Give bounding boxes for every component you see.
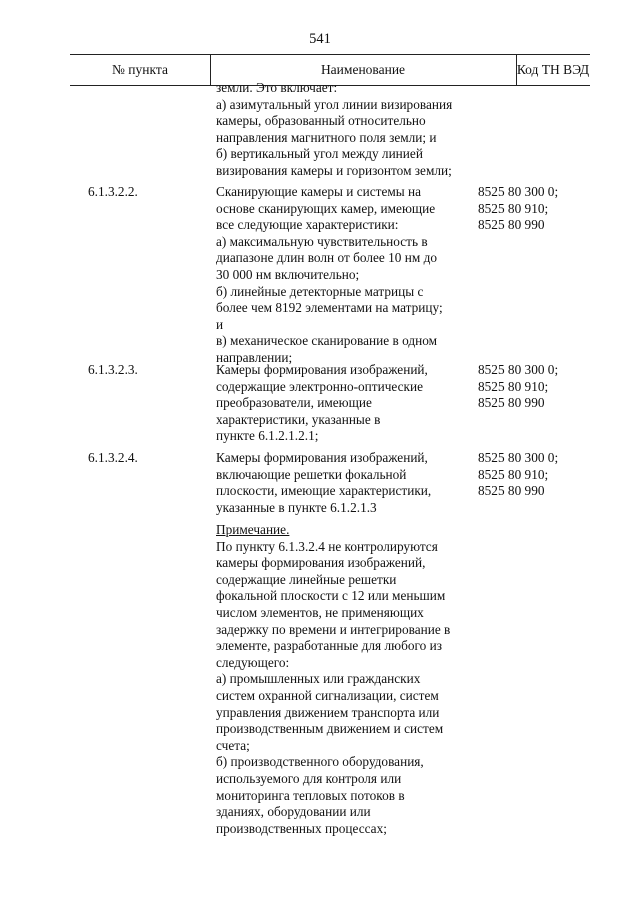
note-line: счета; — [216, 737, 250, 753]
page-number: 541 — [309, 31, 331, 47]
item-number: 6.1.3.2.3. — [88, 362, 138, 377]
text-line: Сканирующие камеры и системы на — [216, 184, 422, 199]
header-code: Код ТН ВЭД — [516, 62, 590, 77]
continuation-row — [0, 80, 640, 184]
text-line: характеристики, указанные в — [216, 411, 381, 427]
code-line: 8525 80 300 0; — [478, 362, 559, 377]
note-line: а) промышленных или гражданских — [216, 671, 421, 687]
code-line: 8525 80 300 0; — [478, 450, 559, 465]
item-number: 6.1.3.2.4. — [88, 450, 138, 465]
text-line: направлении; — [216, 349, 293, 365]
text-line: камеры, образованный относительно — [216, 113, 426, 129]
text-line: Камеры формирования изображений, — [216, 450, 428, 465]
continuation-text — [216, 80, 466, 180]
item-name — [216, 450, 466, 516]
text-line: содержащие электронно-оптические — [216, 378, 424, 394]
text-line: преобразователи, имеющие — [216, 395, 372, 411]
note-line: задержку по времени и интегрирование в — [216, 621, 451, 637]
item-codes — [478, 450, 588, 500]
table-row — [0, 184, 640, 365]
text-line: основе сканирующих камер, имеющие — [216, 200, 436, 216]
note-line: используемого для контроля или — [216, 770, 402, 786]
code-line: 8525 80 300 0; — [478, 184, 559, 199]
item-codes — [478, 362, 588, 412]
note-line: По пункту 6.1.3.2.4 не контролируются — [216, 538, 438, 554]
text-line: а) азимутальный угол линии визирования — [216, 96, 453, 112]
note-line: производственных процессах; — [216, 820, 387, 836]
text-line: визирования камеры и горизонтом земли; — [216, 162, 452, 178]
note-line: камеры формирования изображений, — [216, 555, 426, 571]
code-line: 8525 80 990 — [478, 395, 545, 411]
note-line: числом элементов, не применяющих — [216, 604, 424, 620]
item-number: 6.1.3.2.2. — [88, 184, 138, 199]
text-line: б) вертикальный угол между линией — [216, 146, 423, 162]
note-line: управления движением транспорта или — [216, 704, 440, 720]
text-line: все следующие характеристики: — [216, 217, 399, 233]
code-line: 8525 80 910; — [478, 200, 549, 216]
note-line: производственным движением и систем — [216, 721, 444, 737]
note-line: б) производственного оборудования, — [216, 754, 424, 770]
text-line: направления магнитного поля земли; и — [216, 129, 437, 145]
text-line: плоскости, имеющие характеристики, — [216, 483, 432, 499]
code-line: 8525 80 910; — [478, 466, 549, 482]
code-line: 8525 80 910; — [478, 378, 549, 394]
note — [216, 522, 466, 837]
table-body — [0, 80, 640, 842]
table-row — [0, 450, 640, 522]
header-item-number: № пункта — [70, 55, 211, 85]
text-line: пункте 6.1.2.1.2.1; — [216, 428, 319, 444]
note-line: зданиях, оборудовании или — [216, 804, 371, 820]
note-line: мониторинга тепловых потоков в — [216, 787, 405, 803]
code-line: 8525 80 990 — [478, 217, 545, 233]
text-line: и — [216, 316, 224, 332]
header-name: Наименование — [210, 55, 517, 85]
text-line: Камеры формирования изображений, — [216, 362, 428, 377]
note-line: следующего: — [216, 654, 290, 670]
text-line: 30 000 нм включительно; — [216, 266, 360, 282]
text-line: земли. Это включает: — [216, 80, 338, 95]
text-line: диапазоне длин волн от более 10 нм до — [216, 250, 437, 266]
note-line: систем охранной сигнализации, систем — [216, 687, 439, 703]
item-name — [216, 184, 466, 367]
item-name — [216, 362, 466, 445]
text-line: более чем 8192 элементами на матрицу; — [216, 300, 443, 316]
code-line: 8525 80 990 — [478, 483, 545, 499]
note-row — [0, 522, 640, 842]
note-line: элементе, разработанные для любого из — [216, 638, 442, 654]
text-line: указанные в пункте 6.1.2.1.3 — [216, 499, 377, 515]
note-line: фокальной плоскости с 12 или меньшим — [216, 588, 446, 604]
note-line: содержащие линейные решетки — [216, 571, 397, 587]
text-line: включающие решетки фокальной — [216, 466, 407, 482]
item-codes — [478, 184, 588, 234]
text-line: а) максимальную чувствительность в — [216, 233, 428, 249]
text-line: в) механическое сканирование в одном — [216, 333, 438, 349]
note-title: Примечание. — [216, 522, 290, 537]
text-line: б) линейные детекторные матрицы с — [216, 283, 424, 299]
table-row — [0, 362, 640, 450]
